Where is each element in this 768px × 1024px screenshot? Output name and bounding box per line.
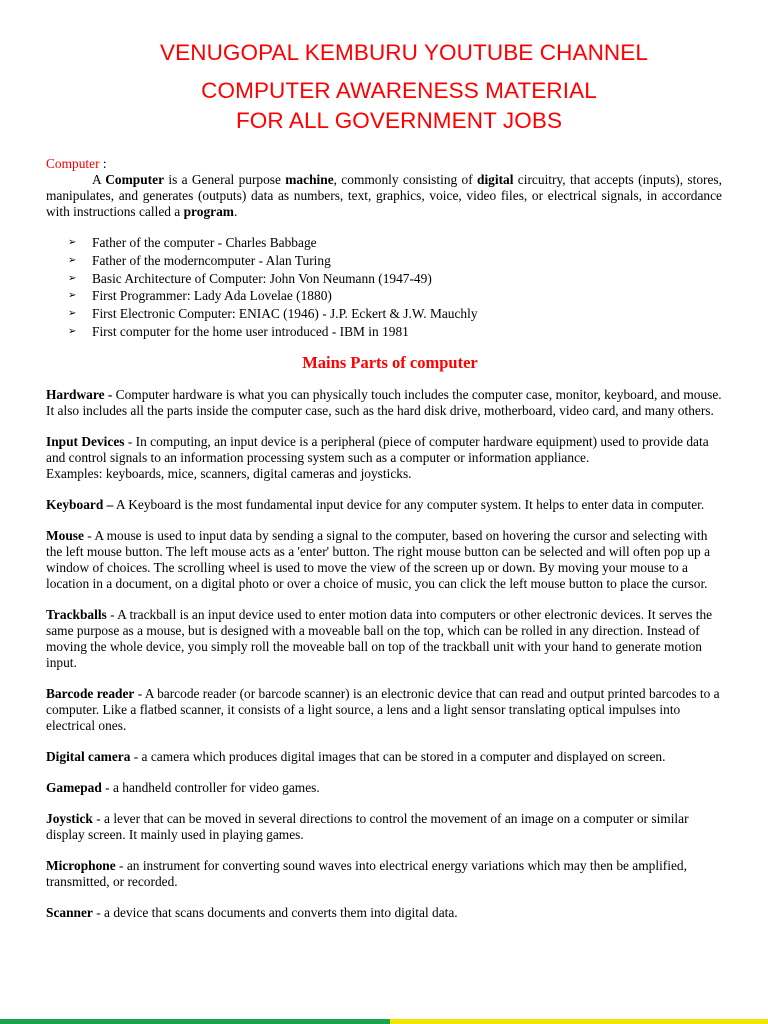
entry-term: Microphone <box>46 857 116 873</box>
entry-text: Computer hardware is what you can physically touch includes the computer case, monitor, keyboard, and mouse. It also includes all the parts inside the computer case, such as the hard disk drive, motherboard, video card, and many others. <box>46 386 722 418</box>
entry-term: Keyboard – <box>46 496 114 512</box>
intro-bold-machine: machine <box>285 172 334 187</box>
entry-text: - A barcode reader (or barcode scanner) is an electronic device that can read and output printed barcodes to a computer. Like a flatbed scanner, it consists of a light source, a lens and a light sensor translating optical impulses into electrical ones. <box>46 685 720 733</box>
entry-input-devices <box>46 434 722 482</box>
entry-text: - an instrument for converting sound waves into electrical energy variations which may then be amplified, transmitted, or recorded. <box>46 857 687 889</box>
arrow-bullet-icon: ➢ <box>68 325 77 337</box>
fact-text: Basic Architecture of Computer: John Von Neumann (1947-49) <box>92 270 432 286</box>
footer-yellow-stripe <box>390 1019 768 1024</box>
intro-colon: : <box>99 156 107 171</box>
fact-text: First computer for the home user introduced - IBM in 1981 <box>92 323 409 339</box>
facts-list <box>46 234 722 341</box>
list-item <box>46 287 722 305</box>
entry-text: - a camera which produces digital images that can be stored in a computer and displayed on screen. <box>130 748 666 764</box>
arrow-bullet-icon: ➢ <box>68 272 77 284</box>
entry-text: - A mouse is used to input data by sending a signal to the computer, based on hovering the cursor and selecting with the left mouse button. The left mouse acts as a 'enter' button. The right mouse button can be selected and will often pop up a window of choices. The scrolling wheel is used to move the view of the screen up or down. By moving your mouse to a location in a document, on a digital photo or over a choice of music, you can click the left mouse button to place the cursor. <box>46 527 711 591</box>
fact-text: First Electronic Computer: ENIAC (1946) - J.P. Eckert & J.W. Mauchly <box>92 306 478 322</box>
intro-heading <box>46 156 722 172</box>
entry-term: Mouse <box>46 527 84 543</box>
intro-text-1: A <box>92 172 106 187</box>
entry-barcode-reader <box>46 686 722 734</box>
section-title: Mains Parts of computer <box>302 352 478 372</box>
entry-joystick <box>46 811 722 843</box>
list-item <box>46 252 722 270</box>
entry-term: Joystick <box>46 810 93 826</box>
header-subtitle-2: FOR ALL GOVERNMENT JOBS <box>235 108 563 133</box>
header-channel-title: VENUGOPAL KEMBURU YOUTUBE CHANNEL <box>160 40 648 65</box>
entry-term: Scanner <box>46 904 93 920</box>
intro-text-2: is a General purpose <box>164 172 286 187</box>
arrow-bullet-icon: ➢ <box>68 290 77 302</box>
fact-text: Father of the moderncomputer - Alan Turing <box>92 252 331 268</box>
intro-term: Computer <box>46 156 100 171</box>
list-item <box>46 323 722 341</box>
entry-mouse <box>46 528 722 592</box>
entry-keyboard <box>46 497 722 513</box>
fact-text: First Programmer: Lady Ada Lovelae (1880) <box>92 288 332 304</box>
intro-bold-computer: Computer <box>105 172 165 187</box>
entry-examples: Examples: keyboards, mice, scanners, digital cameras and joysticks. <box>46 465 412 481</box>
entry-trackballs <box>46 607 722 671</box>
document-header <box>0 38 768 136</box>
entry-text: - a device that scans documents and converts them into digital data. <box>92 904 458 920</box>
entry-text: - In computing, an input device is a peripheral (piece of computer hardware equipment) used to provide data and control signals to an information processing system such as a computer or information appliance. <box>46 433 709 465</box>
document-body <box>46 156 722 936</box>
fact-text: Father of the computer - Charles Babbage <box>92 235 317 250</box>
intro-text-3: , commonly consisting of <box>333 172 478 187</box>
entry-microphone <box>46 858 722 890</box>
arrow-bullet-icon: ➢ <box>68 237 77 248</box>
entry-hardware <box>46 387 722 419</box>
entry-term: Input Devices <box>46 433 125 449</box>
arrow-bullet-icon: ➢ <box>68 308 77 320</box>
entry-scanner <box>46 905 722 921</box>
header-subtitle: COMPUTER AWARENESS MATERIAL <box>201 78 597 103</box>
entry-text: A Keyboard is the most fundamental input device for any computer system. It helps to enter data in computer. <box>113 496 705 512</box>
intro-bold-program: program <box>183 204 234 219</box>
footer-green-stripe <box>0 1019 390 1024</box>
list-item <box>46 305 722 323</box>
intro-text-5: . <box>233 204 238 219</box>
entry-gamepad <box>46 780 722 796</box>
entry-term: Barcode reader <box>46 685 135 701</box>
entry-text: - a handheld controller for video games. <box>101 779 320 795</box>
list-item <box>46 234 722 252</box>
entry-term: Digital camera <box>46 748 131 764</box>
entry-term: Trackballs <box>46 606 107 622</box>
entry-text: - a lever that can be moved in several directions to control the movement of an image on a computer or similar display screen. It mainly used in playing games. <box>46 810 689 842</box>
entry-term: Gamepad <box>46 779 102 795</box>
intro-bold-digital: digital <box>477 172 514 187</box>
arrow-bullet-icon: ➢ <box>68 254 77 266</box>
intro-text-4: circuitry, that accepts (inputs), stores, manipulates, and generates (outputs) data as numbers, text, graphics, voice, video files, or electrical signals, in accordance with instructions called a <box>46 172 722 219</box>
intro-paragraph <box>46 172 722 220</box>
entry-text: - A trackball is an input device used to enter motion data into computers or other electronic devices. It serves the same purpose as a mouse, but is designed with a moveable ball on the top, which can be rolled in any direction. Instead of moving the whole device, you simply roll the moveable ball on top of the trackball unit with your hand to generate motion input. <box>46 606 713 670</box>
entry-term: Hardware - <box>46 386 113 402</box>
list-item <box>46 270 722 288</box>
entry-digital-camera <box>46 749 722 765</box>
